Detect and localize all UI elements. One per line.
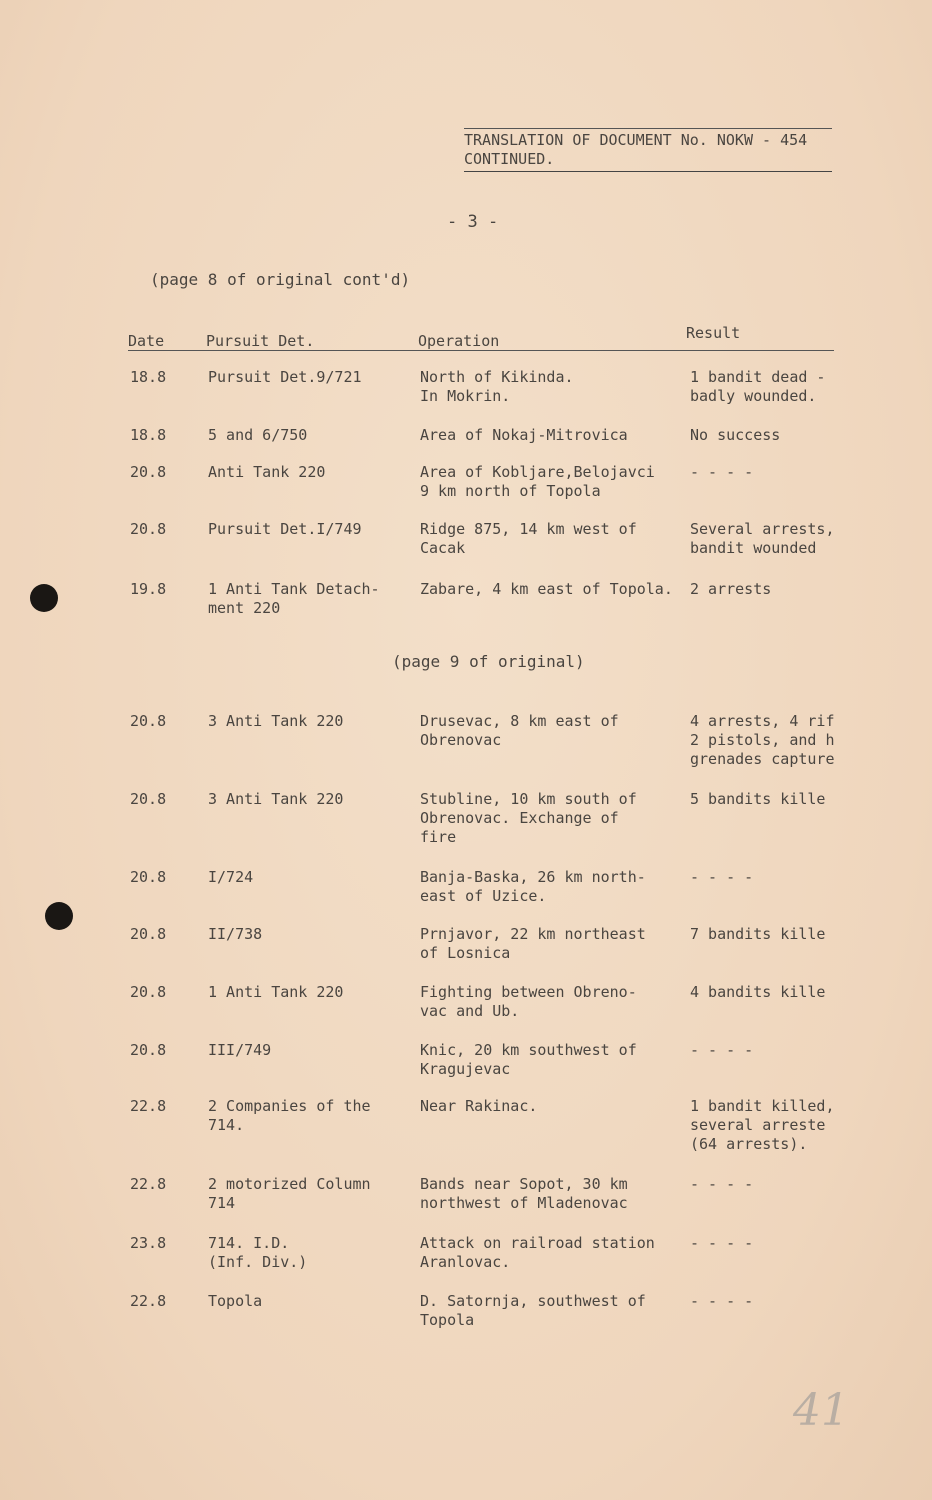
row-operation: Zabare, 4 km east of Topola. [420,580,673,598]
row-pursuit-det: 2 Companies of the 714. [208,1097,371,1134]
page-number: - 3 - [447,212,499,232]
row-result: 7 bandits kille [690,925,826,943]
column-header-result: Result [686,324,741,342]
row-operation: North of Kikinda. In Mokrin. [420,368,574,405]
row-pursuit-det: III/749 [208,1041,272,1059]
row-pursuit-det: 5 and 6/750 [208,426,308,444]
row-operation: Near Rakinac. [420,1097,538,1115]
column-header-pursuit-det: Pursuit Det. [206,332,315,350]
row-result: 5 bandits kille [690,790,826,808]
header-title: TRANSLATION OF DOCUMENT No. NOKW - 454 [464,128,832,150]
row-pursuit-det: I/724 [208,868,254,886]
punch-hole-bottom [45,902,73,930]
row-pursuit-det: 3 Anti Tank 220 [208,790,344,808]
row-date: 18.8 [130,426,167,444]
row-result: - - - - [690,1041,754,1059]
row-operation: Knic, 20 km southwest of Kragujevac [420,1041,637,1078]
row-pursuit-det: Pursuit Det.9/721 [208,368,362,386]
column-header-date: Date [128,332,165,350]
row-result: - - - - [690,1175,754,1193]
row-pursuit-det: 2 motorized Column 714 [208,1175,371,1212]
row-date: 20.8 [130,983,167,1001]
row-operation: Prnjavor, 22 km northeast of Losnica [420,925,646,962]
row-operation: Area of Nokaj-Mitrovica [420,426,628,444]
row-operation: Area of Kobljare,Belojavci 9 km north of Topola [420,463,655,500]
row-date: 20.8 [130,790,167,808]
row-date: 23.8 [130,1234,167,1252]
row-operation: Fighting between Obreno- vac and Ub. [420,983,637,1020]
row-result: Several arrests, bandit wounded [690,520,835,557]
row-result: - - - - [690,1292,754,1310]
row-operation: Drusevac, 8 km east of Obrenovac [420,712,619,749]
row-date: 18.8 [130,368,167,386]
row-date: 20.8 [130,868,167,886]
row-pursuit-det: Topola [208,1292,263,1310]
row-operation: Attack on railroad station Aranlovac. [420,1234,655,1271]
row-date: 22.8 [130,1175,167,1193]
row-date: 20.8 [130,925,167,943]
continuation-note: (page 8 of original cont'd) [150,270,411,289]
row-date: 22.8 [130,1292,167,1310]
column-header-operation: Operation [418,332,500,350]
column-headers [128,324,834,351]
row-operation: Ridge 875, 14 km west of Cacak [420,520,637,557]
row-date: 20.8 [130,712,167,730]
row-result: - - - - [690,868,754,886]
row-operation: Bands near Sopot, 30 km northwest of Mladenovac [420,1175,628,1212]
row-result: 2 arrests [690,580,772,598]
row-date: 22.8 [130,1097,167,1115]
row-result: - - - - [690,1234,754,1252]
row-pursuit-det: 1 Anti Tank 220 [208,983,344,1001]
row-result: No success [690,426,781,444]
row-result: 4 arrests, 4 rif 2 pistols, and h grenades capture [690,712,835,768]
row-pursuit-det: 714. I.D. (Inf. Div.) [208,1234,308,1271]
row-operation: Stubline, 10 km south of Obrenovac. Exchange of fire [420,790,637,846]
document-header [464,128,832,172]
row-date: 20.8 [130,463,167,481]
row-pursuit-det: 3 Anti Tank 220 [208,712,344,730]
row-operation: D. Satornja, southwest of Topola [420,1292,646,1329]
row-date: 19.8 [130,580,167,598]
punch-hole-top [30,584,58,612]
row-pursuit-det: Pursuit Det.I/749 [208,520,362,538]
folio-number: 41 [793,1385,849,1436]
header-continued: CONTINUED. [464,150,832,172]
page-9-note: (page 9 of original) [392,652,585,671]
row-operation: Banja-Baska, 26 km north- east of Uzice. [420,868,646,905]
row-pursuit-det: 1 Anti Tank Detach- ment 220 [208,580,380,617]
row-result: 4 bandits kille [690,983,826,1001]
row-result: 1 bandit killed, several arreste (64 arrests). [690,1097,835,1153]
row-result: - - - - [690,463,754,481]
row-pursuit-det: II/738 [208,925,263,943]
row-date: 20.8 [130,1041,167,1059]
row-pursuit-det: Anti Tank 220 [208,463,326,481]
row-date: 20.8 [130,520,167,538]
row-result: 1 bandit dead - badly wounded. [690,368,826,405]
